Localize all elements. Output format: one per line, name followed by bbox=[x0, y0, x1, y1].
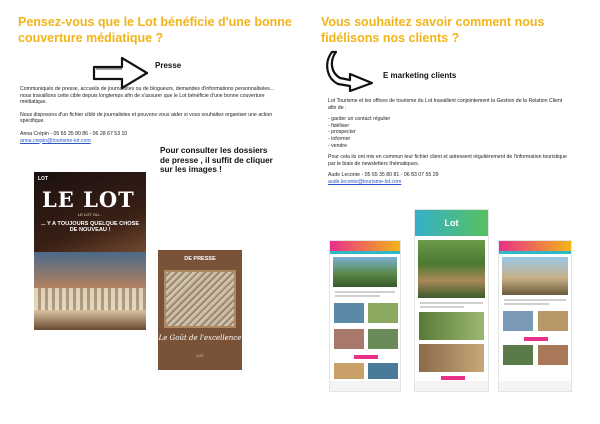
newsletter-footer bbox=[330, 381, 400, 391]
newsletter-tile-image bbox=[368, 329, 398, 349]
press-kit-cover-le-lot[interactable] bbox=[34, 172, 146, 330]
cover-subtitle: LE LOT OU... bbox=[77, 212, 103, 217]
emarketing-label: E marketing clients bbox=[383, 71, 457, 80]
newsletter-tile-image bbox=[368, 303, 398, 323]
text-line bbox=[335, 291, 395, 293]
press-contact-line: Anna Crépin - 05 65 35 80 86 - 06 28 67 53 10 bbox=[20, 130, 128, 137]
press-body bbox=[20, 86, 278, 144]
cover-presse-heading: DE PRESSE bbox=[184, 256, 216, 262]
newsletter-footer bbox=[415, 381, 488, 391]
newsletter-tile-image bbox=[538, 345, 568, 365]
cover-balcony bbox=[34, 288, 146, 310]
press-paragraph-2: Nous disposons d'un fichier ciblé de journalistes et pouvons vous aider si vous souhaitez organiser une action spécifique. bbox=[20, 111, 273, 125]
newsletter-tile-image bbox=[334, 363, 364, 379]
newsletter-tile-image bbox=[334, 329, 364, 349]
bullet-item: - prospecter bbox=[328, 129, 356, 136]
newsletter-logo: Lot bbox=[444, 218, 459, 228]
newsletter-accent-bar bbox=[330, 251, 400, 254]
emarketing-contact-email-link[interactable]: aude.leconte@tourisme-lot.com bbox=[328, 178, 402, 185]
newsletter-hero-image bbox=[502, 257, 568, 295]
cover-tagline: ... Y A TOUJOURS QUELQUE CHOSE DE NOUVEAU ! bbox=[40, 221, 140, 234]
newsletter-hero-image bbox=[333, 257, 397, 287]
newsletter-tile-image bbox=[419, 344, 484, 372]
cover-presse-photo bbox=[164, 270, 236, 328]
press-heading: Pensez-vous que le Lot bénéficie d'une bonne couverture médiatique ? bbox=[18, 15, 292, 45]
cover-presse-script-title: Le Goût de l'excellence bbox=[158, 334, 242, 342]
text-line bbox=[335, 295, 380, 297]
press-contact-email-link[interactable]: anna.crepin@tourisme-lot.com bbox=[20, 137, 91, 144]
newsletter-cta-button bbox=[524, 337, 548, 341]
emarketing-heading: Vous souhaitez savoir comment nous fidélisons nos clients ? bbox=[321, 15, 545, 45]
newsletter-header-bar bbox=[330, 241, 400, 251]
emarketing-paragraph-2: Pour cela ils ont mis en commun leur fichier client et adressent régulièrement de l'information touristique par le biais de newsletters thématiques. bbox=[328, 154, 567, 167]
newsletter-tile-image bbox=[334, 303, 364, 323]
emarketing-intro: Lot Tourisme et les offices de tourisme du Lot travaillent conjointement la Gestion de la Relation Client afin de : bbox=[328, 98, 563, 111]
bullet-item: - fidéliser bbox=[328, 122, 350, 129]
cover-presse-footer: LOT bbox=[196, 354, 204, 358]
newsletter-tile-image bbox=[503, 345, 533, 365]
text-line bbox=[504, 303, 549, 305]
press-paragraph-1: Communiqués de presse, accueils de journalistes ou de blogueurs, demandes d'informations personnalisées... nous travaillons cette cible depuis longtemps afin de s'assurer que le Lot bénéficie d'une bonne couverture médiatique. bbox=[20, 86, 275, 106]
emarketing-contact-line: Aude Leconte - 05 65 35 80 81 - 06 83 07 55 29 bbox=[328, 172, 439, 179]
newsletter-hero-image bbox=[418, 240, 485, 298]
text-line bbox=[420, 302, 483, 304]
curved-arrow-icon bbox=[326, 50, 376, 92]
bullet-item: - vendre bbox=[328, 142, 348, 149]
newsletter-tile-image bbox=[368, 363, 398, 379]
text-line bbox=[420, 306, 464, 308]
emarketing-bullets bbox=[328, 116, 568, 149]
text-line bbox=[504, 299, 566, 301]
newsletter-thumbnail-3[interactable] bbox=[498, 240, 572, 392]
presse-label: Presse bbox=[155, 61, 182, 70]
press-callout: Pour consulter les dossiers de presse , il suffit de cliquer sur les images ! bbox=[160, 146, 273, 175]
newsletter-tile-image bbox=[419, 312, 484, 340]
cover-brand: LOT bbox=[38, 176, 48, 182]
newsletter-header-bar bbox=[499, 241, 571, 251]
bullet-item: - garder un contact régulier bbox=[328, 116, 391, 123]
newsletter-thumbnail-1[interactable] bbox=[329, 240, 401, 392]
newsletter-thumbnail-2[interactable] bbox=[414, 209, 489, 392]
press-kit-cover-excellence[interactable] bbox=[158, 250, 242, 370]
newsletter-footer bbox=[499, 381, 571, 391]
emarketing-body bbox=[328, 98, 568, 186]
cover-title: LE LOT bbox=[42, 187, 135, 212]
newsletter-tile-image bbox=[538, 311, 568, 331]
bullet-item: - informer bbox=[328, 135, 351, 142]
newsletter-accent-bar bbox=[499, 251, 571, 254]
newsletter-tile-image bbox=[503, 311, 533, 331]
newsletter-cta-button bbox=[354, 355, 378, 359]
newsletter-cta-button bbox=[441, 376, 465, 380]
